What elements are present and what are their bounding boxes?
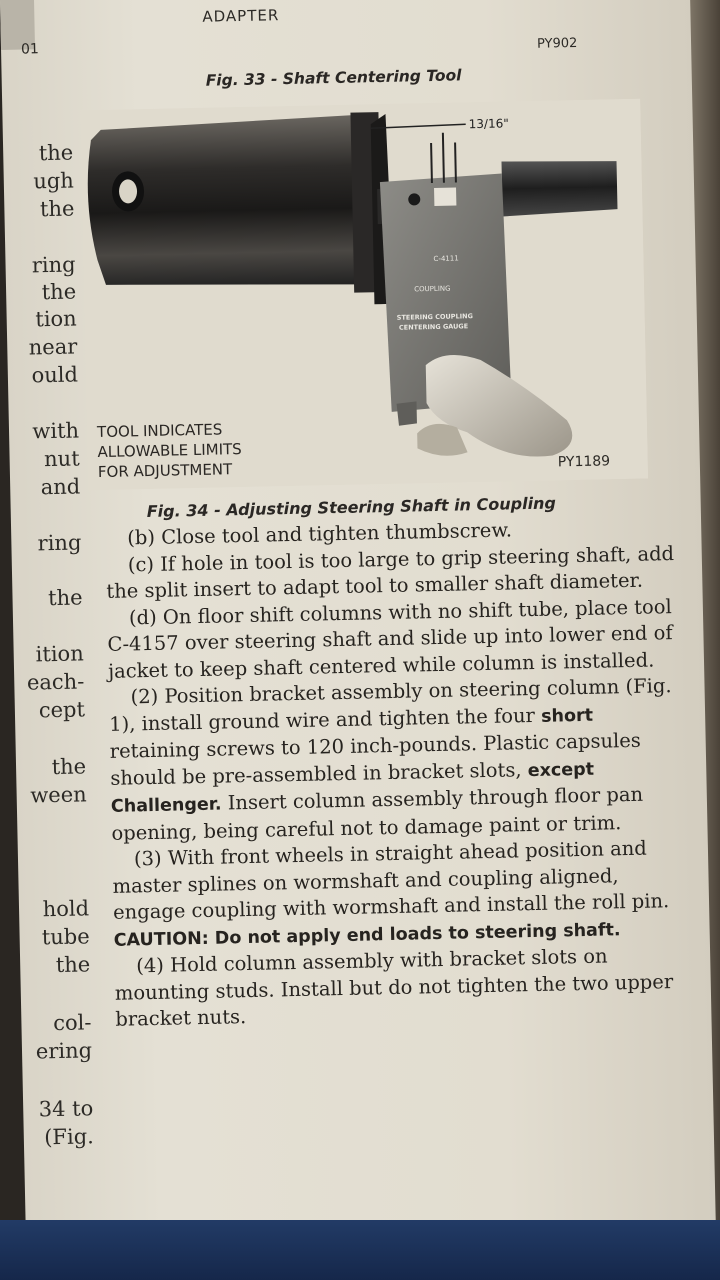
instructions-text (105, 514, 696, 1034)
margin-word: ring (31, 252, 76, 278)
tool-callout (97, 419, 242, 482)
fig34-caption: Fig. 34 - Adjusting Steering Shaft in Coupling (146, 493, 557, 522)
margin-word: 34 to (38, 1096, 94, 1122)
photo-code: PY1189 (557, 453, 611, 471)
step-3-caution: CAUTION: Do not apply end loads to steering shaft. (113, 919, 621, 951)
margin-word: hold (42, 896, 90, 922)
adapter-label: ADAPTER (202, 6, 280, 26)
margin-word: the (47, 585, 83, 611)
gauge-text-1: C-4111 (433, 254, 459, 263)
margin-word: near (28, 334, 78, 360)
callout-line-1: TOOL INDICATES (96, 420, 223, 442)
margin-word: ween (30, 782, 87, 808)
margin-word: tube (41, 924, 90, 950)
step-c: (c) If hole in tool is too large to grip steering shaft, add the split insert to adapt tool to smaller shaft diameter. (106, 541, 675, 603)
fig33-caption: Fig. 33 - Shaft Centering Tool (205, 66, 462, 90)
margin-word: and (40, 474, 81, 500)
margin-word: ring (37, 530, 82, 556)
margin-word: the (55, 952, 91, 978)
step-d: (d) On floor shift columns with no shift tube, place tool C-4157 over steering shaft and slide up into lower end of jacket to keep shaft centered while column is installed. (107, 594, 673, 683)
left-corner-text: 01 (20, 41, 40, 58)
step-2 (108, 673, 691, 847)
margin-word: the (39, 196, 75, 222)
step-b: (b) Close tool and tighten thumbscrew. (127, 518, 513, 550)
margin-word: ition (35, 641, 84, 667)
callout-line-2: ALLOWABLE LIMITS (97, 440, 242, 462)
margin-word: ugh (33, 168, 75, 194)
gauge-text-3: STEERING COUPLING (396, 312, 473, 322)
margin-word: each- (26, 669, 85, 695)
background-fabric (0, 1220, 720, 1280)
step-2-text-c: Insert column assembly through floor pan opening, being careful not to damage paint or trim. (111, 782, 644, 845)
margin-word: nut (43, 446, 80, 472)
margin-word: the (51, 754, 87, 780)
margin-word: (Fig. (43, 1124, 95, 1150)
step-2-bold-short: short (540, 705, 594, 727)
margin-word: tion (35, 306, 77, 332)
gauge-text-2: COUPLING (414, 284, 451, 294)
step-3-text: (3) With front wheels in straight ahead position and master splines on wormshaft and coupling aligned, engage coupling with wormshaft and install the roll pin. (112, 836, 670, 924)
callout-line-3: FOR ADJUSTMENT (97, 460, 233, 482)
page-code: PY902 (536, 35, 578, 52)
step-3 (112, 835, 694, 954)
margin-word: the (41, 279, 77, 305)
step-2-bold-except: except Challenger. (110, 759, 595, 817)
margin-word: ering (35, 1038, 93, 1064)
margin-word: col- (52, 1010, 92, 1036)
gauge-text-4: CENTERING GAUGE (398, 322, 469, 332)
step-4: (4) Hold column assembly with bracket slots on mounting studs. Install but do not tighten the two upper bracket nuts. (114, 944, 674, 1031)
step-2-text-a: (2) Position bracket assembly on steering column (Fig. 1), install ground wire and tighten the four (108, 674, 672, 736)
adapter-fragment (250, 0, 283, 2)
margin-word: the (38, 140, 74, 166)
margin-word: with (32, 418, 80, 444)
step-2-text-b: retaining screws to 120 inch-pounds. Plastic capsules should be pre-assembled in bracket slots, (109, 728, 642, 790)
margin-word: cept (38, 697, 86, 723)
dimension-label: 13/16" (468, 116, 509, 132)
margin-word: ould (31, 362, 79, 388)
